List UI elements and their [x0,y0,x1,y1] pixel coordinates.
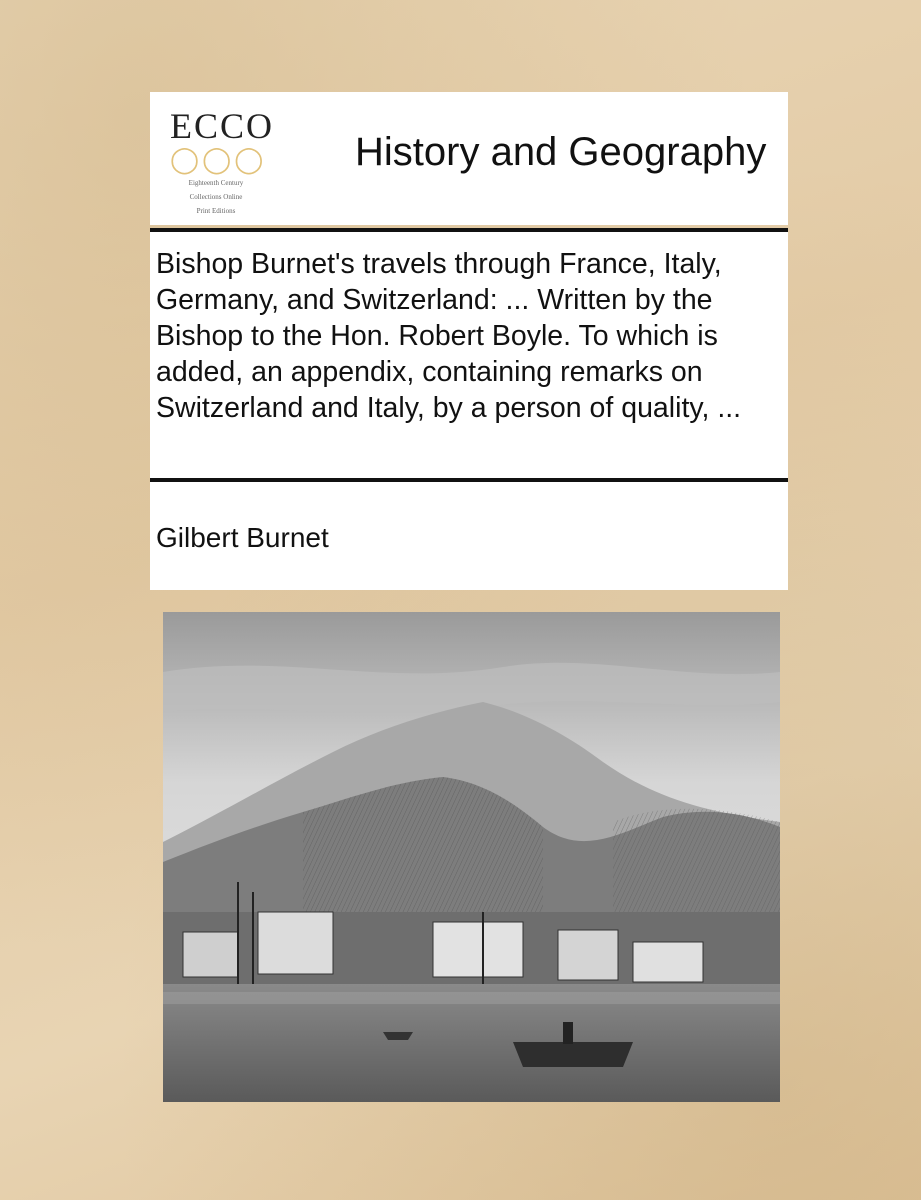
steam-boat [513,1042,633,1067]
water-reflection [163,992,780,1004]
book-title: Bishop Burnet's travels through France, Italy, Germany, and Switzerland: ... Written by the Bishop to the Hon. Robert Boyle. To which is added, an appendix, containing remarks on Switzerland and Italy, by a person of quality, ... [156,248,742,424]
author-panel [150,482,788,590]
title-panel [150,232,788,478]
book-author: Gilbert Burnet [156,522,329,553]
small-boat [383,1032,413,1040]
ecco-logo [170,100,275,218]
building-2 [433,922,523,977]
ecco-logo-line-3: Print Editions [196,207,236,215]
series-header [150,92,788,225]
ecco-logo-mark: ECCO [170,106,275,146]
building-5 [183,932,238,977]
building-3 [558,930,618,980]
harbor-engraving-illustration [163,612,780,1102]
building-4 [633,942,703,982]
steam-boat-stack [563,1022,573,1044]
ecco-logo-line-2: Collections Online [189,193,243,201]
series-title: History and Geography [355,130,767,174]
ecco-logo-reflection: ◯◯◯ [170,145,267,174]
ecco-logo-line-1: Eighteenth Century [188,179,244,187]
building-1 [258,912,333,974]
harbor-engraving-svg [163,612,780,1102]
